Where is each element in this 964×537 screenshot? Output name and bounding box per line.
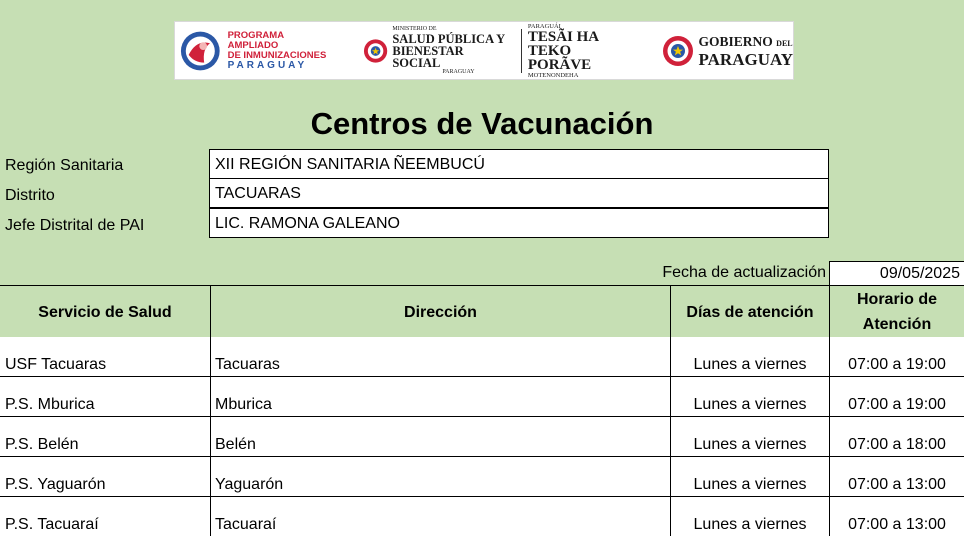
- tesai-top: PARAGUÁI: [527, 22, 561, 30]
- gobierno-shield-icon: [662, 35, 694, 67]
- jefe-value: LIC. RAMONA GALEANO: [209, 208, 829, 238]
- gobierno-line1: GOBIERNO: [698, 33, 773, 49]
- region-value: XII REGIÓN SANITARIA ÑEEMBUCÚ: [209, 149, 829, 179]
- table-row: [0, 377, 964, 417]
- table-row: [0, 497, 964, 537]
- pai-line3: PARAGUAY: [227, 59, 308, 71]
- tesai-bottom: MOTENONDEHA: [527, 71, 579, 79]
- update-date: 09/05/2025: [829, 261, 964, 286]
- tesai-line1: TESÃI HA TEKO: [527, 28, 599, 59]
- cell-direccion: Tacuaras: [210, 337, 669, 376]
- cell-horario: 07:00 a 19:00: [829, 337, 964, 376]
- ministerio-bottom: PARAGUAY: [442, 68, 475, 75]
- table-row: [0, 337, 964, 377]
- header-servicio: Servicio de Salud: [0, 286, 210, 338]
- cell-horario: 07:00 a 18:00: [829, 417, 964, 456]
- cell-horario: 07:00 a 19:00: [829, 377, 964, 416]
- ministerio-top: MINISTERIO DE: [392, 25, 437, 32]
- cell-servicio: P.S. Mburica: [5, 396, 95, 413]
- tesai-logo: [528, 23, 642, 79]
- cell-horario: 07:00 a 13:00: [829, 497, 964, 536]
- cell-dias: Lunes a viernes: [670, 337, 829, 376]
- gobierno-logo: [662, 34, 793, 68]
- update-label: Fecha de actualización: [662, 264, 826, 281]
- pai-logo: [179, 29, 333, 73]
- ministerio-line1: SALUD PÚBLICA Y: [392, 31, 506, 46]
- gobierno-line2: PARAGUAY: [698, 49, 793, 69]
- pai-emblem-icon: [179, 29, 222, 73]
- distrito-value: TACUARAS: [209, 178, 829, 208]
- cell-direccion: Belén: [210, 417, 669, 456]
- ministerio-line2: BIENESTAR SOCIAL: [392, 43, 464, 70]
- cell-direccion: Tacuaraí: [210, 497, 669, 536]
- cell-direccion: Yaguarón: [210, 457, 669, 496]
- gobierno-del: DEL: [776, 38, 793, 48]
- table-row: [0, 457, 964, 497]
- logo-divider: [521, 29, 522, 73]
- pai-line2: DE INMUNIZACIONES: [227, 49, 327, 61]
- region-label: Región Sanitaria: [5, 157, 124, 174]
- paraguay-shield-icon: [363, 38, 388, 64]
- cell-dias: Lunes a viernes: [670, 417, 829, 456]
- logo-banner: [174, 21, 794, 80]
- header-dias: Días de atención: [670, 286, 829, 338]
- cell-servicio: USF Tacuaras: [5, 356, 107, 373]
- ministerio-logo: [363, 26, 511, 76]
- cell-dias: Lunes a viernes: [670, 457, 829, 496]
- table-row: [0, 417, 964, 457]
- tesai-line2: PORÃVE: [527, 56, 592, 73]
- distrito-label: Distrito: [5, 187, 55, 204]
- pai-line1: PROGRAMA AMPLIADO: [227, 29, 284, 51]
- page-title: Centros de Vacunación: [310, 106, 654, 141]
- cell-servicio: P.S. Yaguarón: [5, 476, 106, 493]
- cell-dias: Lunes a viernes: [670, 377, 829, 416]
- table-body: [0, 337, 964, 537]
- cell-servicio: P.S. Tacuaraí: [5, 516, 99, 533]
- jefe-label: Jefe Distrital de PAI: [5, 217, 145, 234]
- cell-direccion: Mburica: [210, 377, 669, 416]
- cell-servicio: P.S. Belén: [5, 436, 79, 453]
- cell-dias: Lunes a viernes: [670, 497, 829, 536]
- header-direccion: Dirección: [210, 286, 670, 338]
- cell-horario: 07:00 a 13:00: [829, 457, 964, 496]
- header-horario: Horario de Atención: [829, 286, 964, 338]
